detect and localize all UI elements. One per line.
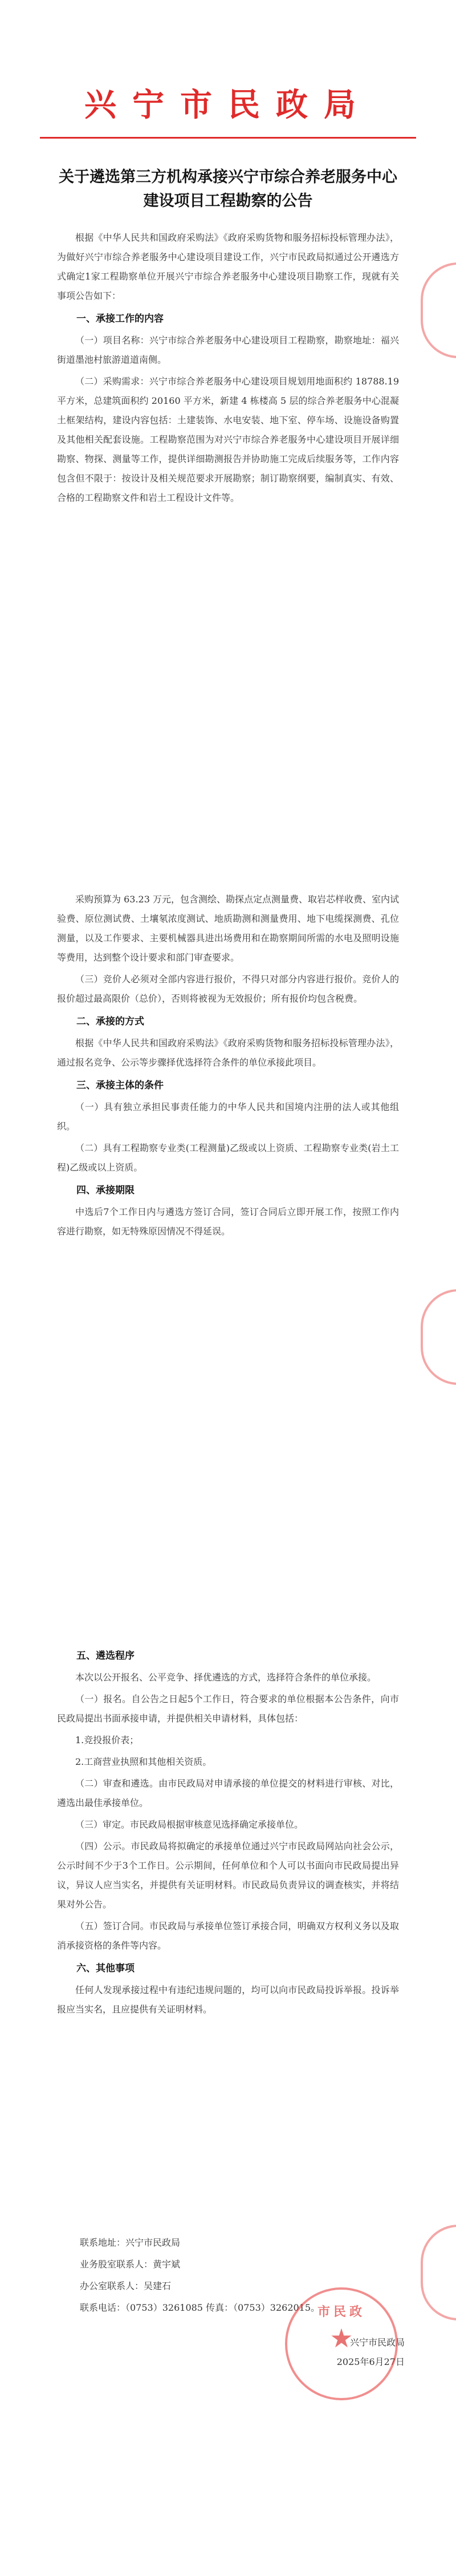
page-title: 关于遴选第三方机构承接兴宁市综合养老服务中心建设项目工程勘察的公告	[59, 168, 397, 210]
header-org-name: 兴宁市民政局	[84, 87, 372, 124]
section-1-p1: （一）项目名称：兴宁市综合养老服务中心建设项目工程勘察，勘察地址：福兴街道墨池村旅游道道南侧。	[57, 335, 399, 365]
contact-office: 办公室联系人：吴建石	[80, 2281, 172, 2291]
section-1-p3: 采购预算为 63.23 万元，包含测绘、勘探点定点测量费、取岩芯样收费、室内试验费、原位测试费、土壤氡浓度测试、地质勘测和测量费用、地下电缆探测费、孔位测量，以及工作要求、主要机械器具进出场费用和在勘察期间所需的水电及照明设施等费用，达到整个设计要求和部门审查要求。	[57, 894, 399, 963]
section-5-p5: （二）审查和遴选。由市民政局对申请承接的单位提交的材料进行审核、对比，遴选出最佳承接单位。	[57, 1778, 399, 1808]
header-divider	[40, 137, 416, 139]
section-4-heading: 四、承接期限	[76, 1185, 135, 1196]
contact-phone: 联系电话：（0753）3261085 传真：（0753）3262015。	[80, 2302, 320, 2313]
contact-address: 联系地址：兴宁市民政局	[80, 2237, 181, 2248]
section-1-p2: （二）采购需求：兴宁市综合养老服务中心建设项目规划用地面积约 18788.19 平方米，总建筑面积约 20160 平方米，新建 4 栋楼高 5 层的综合养老服务中心混凝土框架结构，建设内容包括：土建装饰、水电安装、地下室、停车场、设施设备购置及其他相关配套设施。工程勘察范围为对兴宁市综合养老服务中心建设项目开展详细勘察、物探、测量等工作，提供详细勘测报告并协助施工完成后续服务等，工作内容包含但不限于：按设计及相关规范要求开展勘察；制订勘察纲要，编制真实、有效、合格的工程勘察文件和岩土工程设计文件等。	[57, 376, 399, 503]
contact-business: 业务股室联系人：黄宇斌	[80, 2259, 181, 2270]
section-5-p3: 1.竞投报价表；	[75, 1735, 139, 1745]
section-5-heading: 五、遴选程序	[76, 1650, 135, 1662]
section-4-p1: 中选后7个工作日内与遴选方签订合同，签订合同后立即开展工作，按照工作内容进行勘察，如无特殊原因情况不得延误。	[57, 1206, 399, 1237]
official-seal-icon	[285, 2287, 398, 2400]
body-part-1	[57, 228, 399, 510]
section-1-heading: 一、承接工作的内容	[76, 313, 164, 325]
section-3-heading: 三、承接主体的条件	[76, 1080, 164, 1091]
section-1-p4: （三）竞价人必须对全部内容进行报价，不得只对部分内容进行报价。竞价人的报价超过最高限价（总价），否则将被视为无效报价；所有报价均包含税费。	[57, 974, 399, 1004]
intro-paragraph: 根据《中华人民共和国政府采购法》《政府采购货物和服务招标投标管理办法》，为做好兴宁市综合养老服务中心建设项目建设工作，兴宁市民政局拟通过公开遴选方式确定1家工程勘察单位开展兴宁市综合养老服务中心建设项目勘察工作，现就有关事项公告如下：	[57, 232, 399, 301]
seal-star-icon: ★	[329, 2323, 353, 2354]
section-5-p1: 本次以公开报名、公平竞争、择优遴选的方式，选择符合条件的单位承接。	[75, 1672, 377, 1683]
section-5-p7: （四）公示。市民政局将拟确定的承接单位通过兴宁市民政局网站向社会公示，公示时间不少于3个工作日。公示期间，任何单位和个人可以书面向市民政局提出异议，异议人应当实名，并提供有关证明材料。市民政局负责异议的调查核实，并将结果对外公告。	[57, 1841, 399, 1910]
section-5-p2: （一）报名。自公告之日起5个工作日，符合要求的单位根据本公告条件，向市民政局提出书面承接申请，并提供相关申请材料，具体包括：	[57, 1694, 399, 1724]
section-5-p4: 2.工商营业执照和其他相关资质。	[75, 1756, 212, 1767]
body-part-3	[57, 1643, 399, 2022]
seal-text: 市民政	[317, 2305, 365, 2319]
section-3-p1: （一）具有独立承担民事责任能力的中华人民共和国境内注册的法人或其他组织。	[57, 1101, 399, 1132]
section-2-p1: 根据《中华人民共和国政府采购法》《政府采购货物和服务招标投标管理办法》，通过报名竞争、公示等步骤择优选择符合条件的单位承接此项目。	[57, 1038, 399, 1068]
section-6-p1: 任何人发现承接过程中有违纪违规问题的，均可以向市民政局投诉举报。投诉举报应当实名，且应提供有关证明材料。	[57, 1984, 399, 2015]
section-2-heading: 二、承接的方式	[76, 1016, 144, 1027]
section-3-p2: （二）具有工程勘察专业类(工程测量)乙级或以上资质、工程勘察专业类(岩土工程)乙级或以上资质。	[57, 1143, 399, 1173]
body-part-2	[57, 890, 399, 1244]
seam-stamp-icon	[421, 2225, 456, 2320]
section-6-heading: 六、其他事项	[76, 1963, 135, 1974]
signature-date: 2025年6月27日	[336, 2356, 405, 2367]
signature-org: 兴宁市民政局	[349, 2337, 405, 2348]
section-5-p8: （五）签订合同。市民政局与承接单位签订承接合同，明确双方权利义务以及取消承接资格的条件等内容。	[57, 1921, 399, 1951]
section-5-p6: （三）审定。市民政局根据审核意见选择确定承接单位。	[75, 1819, 304, 1830]
seam-stamp-icon	[421, 262, 456, 358]
seam-stamp-icon	[421, 1289, 456, 1385]
